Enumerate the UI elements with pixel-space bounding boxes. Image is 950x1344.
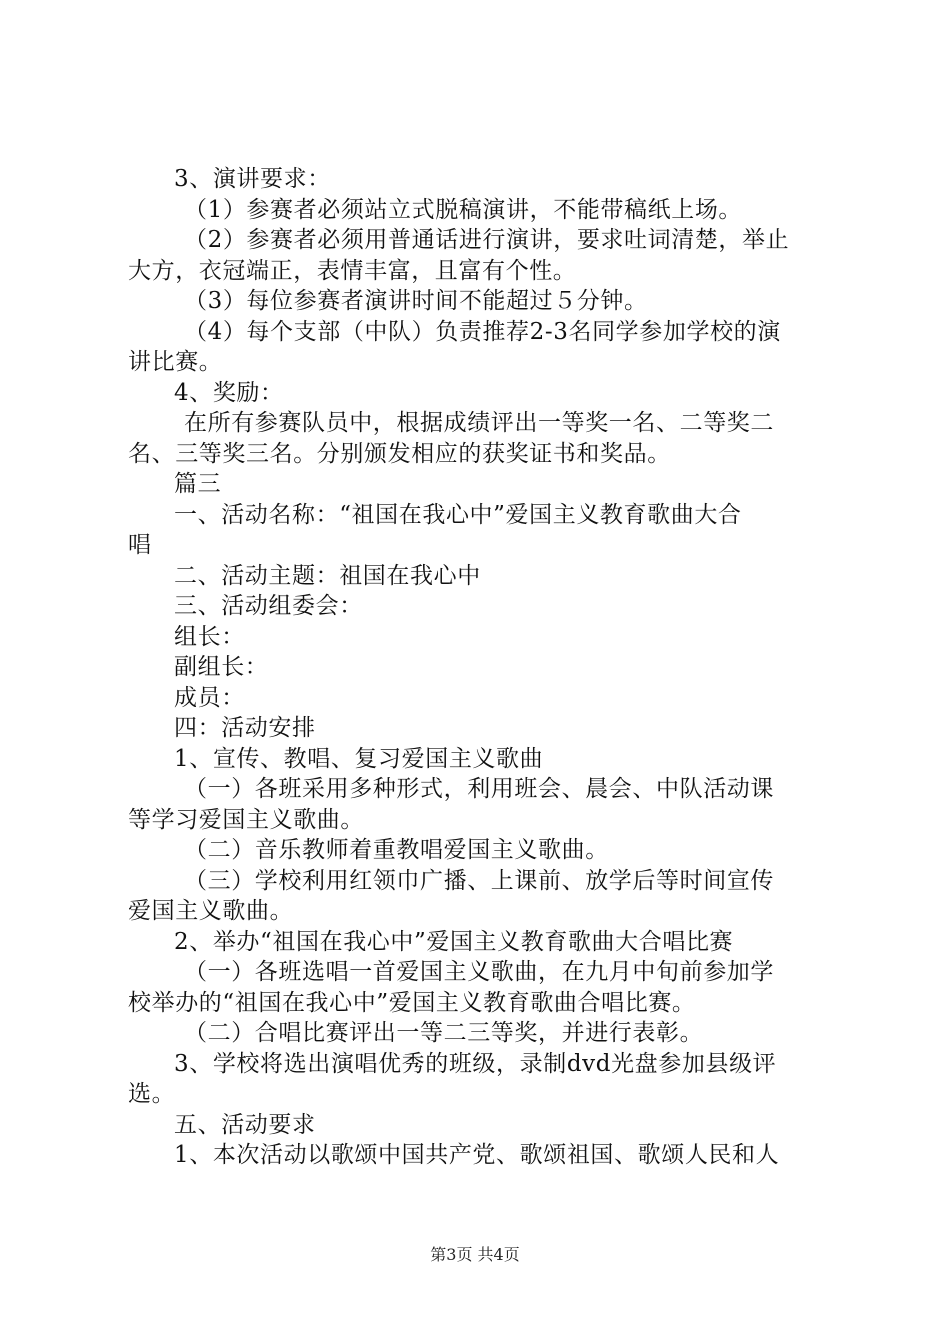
text-line: 爱国主义歌曲。 bbox=[128, 898, 294, 924]
page-footer: 第3页 共4页 bbox=[430, 1245, 520, 1264]
text-line: 三、活动组委会： bbox=[174, 593, 363, 619]
text-line: 唱 bbox=[128, 532, 152, 558]
text-line: 3、学校将选出演唱优秀的班级，录制dvd光盘参加县级评 bbox=[174, 1050, 777, 1077]
text-line: 选。 bbox=[128, 1081, 176, 1107]
document-body bbox=[128, 164, 833, 1171]
text-line: 副组长： bbox=[174, 654, 269, 680]
text-line: 二、活动主题：祖国在我心中 bbox=[174, 562, 481, 589]
text-line: 等学习爱国主义歌曲。 bbox=[128, 806, 364, 833]
text-line: （一）各班采用多种形式，利用班会、晨会、中队活动课 bbox=[184, 776, 774, 802]
text-line: 2、举办“祖国在我心中”爱国主义教育歌曲大合唱比赛 bbox=[174, 928, 734, 955]
text-line: （2）参赛者必须用普通话进行演讲，要求吐词清楚，举止 bbox=[184, 227, 790, 253]
text-line: （二）合唱比赛评出一等二三等奖，并进行表彰。 bbox=[184, 1020, 704, 1046]
text-line: （二）音乐教师着重教唱爱国主义歌曲。 bbox=[184, 837, 609, 863]
text-line: 成员： bbox=[174, 684, 245, 711]
text-line: 组长： bbox=[174, 623, 245, 650]
text-line: 大方，衣冠端正，表情丰富，且富有个性。 bbox=[128, 257, 577, 284]
text-line: 五、活动要求 bbox=[174, 1111, 316, 1138]
text-line: 在所有参赛队员中，根据成绩评出一等奖一名、二等奖二 bbox=[184, 410, 774, 436]
text-line: 校举办的“祖国在我心中”爱国主义教育歌曲合唱比赛。 bbox=[128, 989, 696, 1016]
text-line: 4、奖励： bbox=[174, 379, 284, 406]
text-line: 1、宣传、教唱、复习爱国主义歌曲 bbox=[174, 745, 544, 772]
text-line: 一、活动名称：“祖国在我心中”爱国主义教育歌曲大合 bbox=[174, 501, 742, 528]
text-line: 名、三等奖三名。分别颁发相应的获奖证书和奖品。 bbox=[128, 440, 671, 467]
text-line: 四：活动安排 bbox=[174, 715, 316, 741]
text-line: 3、演讲要求： bbox=[174, 166, 331, 192]
text-line: 讲比赛。 bbox=[128, 349, 223, 375]
text-line: 篇三 bbox=[174, 471, 222, 497]
text-line: （4）每个支部（中队）负责推荐2-3名同学参加学校的演 bbox=[184, 318, 781, 345]
text-line: （3）每位参赛者演讲时间不能超过５分钟。 bbox=[184, 288, 648, 314]
text-line: （三）学校利用红领巾广播、上课前、放学后等时间宣传 bbox=[184, 867, 774, 894]
text-line: 1、本次活动以歌颂中国共产党、歌颂祖国、歌颂人民和人 bbox=[174, 1142, 780, 1168]
text-line: （一）各班选唱一首爱国主义歌曲，在九月中旬前参加学 bbox=[184, 959, 774, 985]
text-line: （1）参赛者必须站立式脱稿演讲，不能带稿纸上场。 bbox=[184, 196, 743, 223]
